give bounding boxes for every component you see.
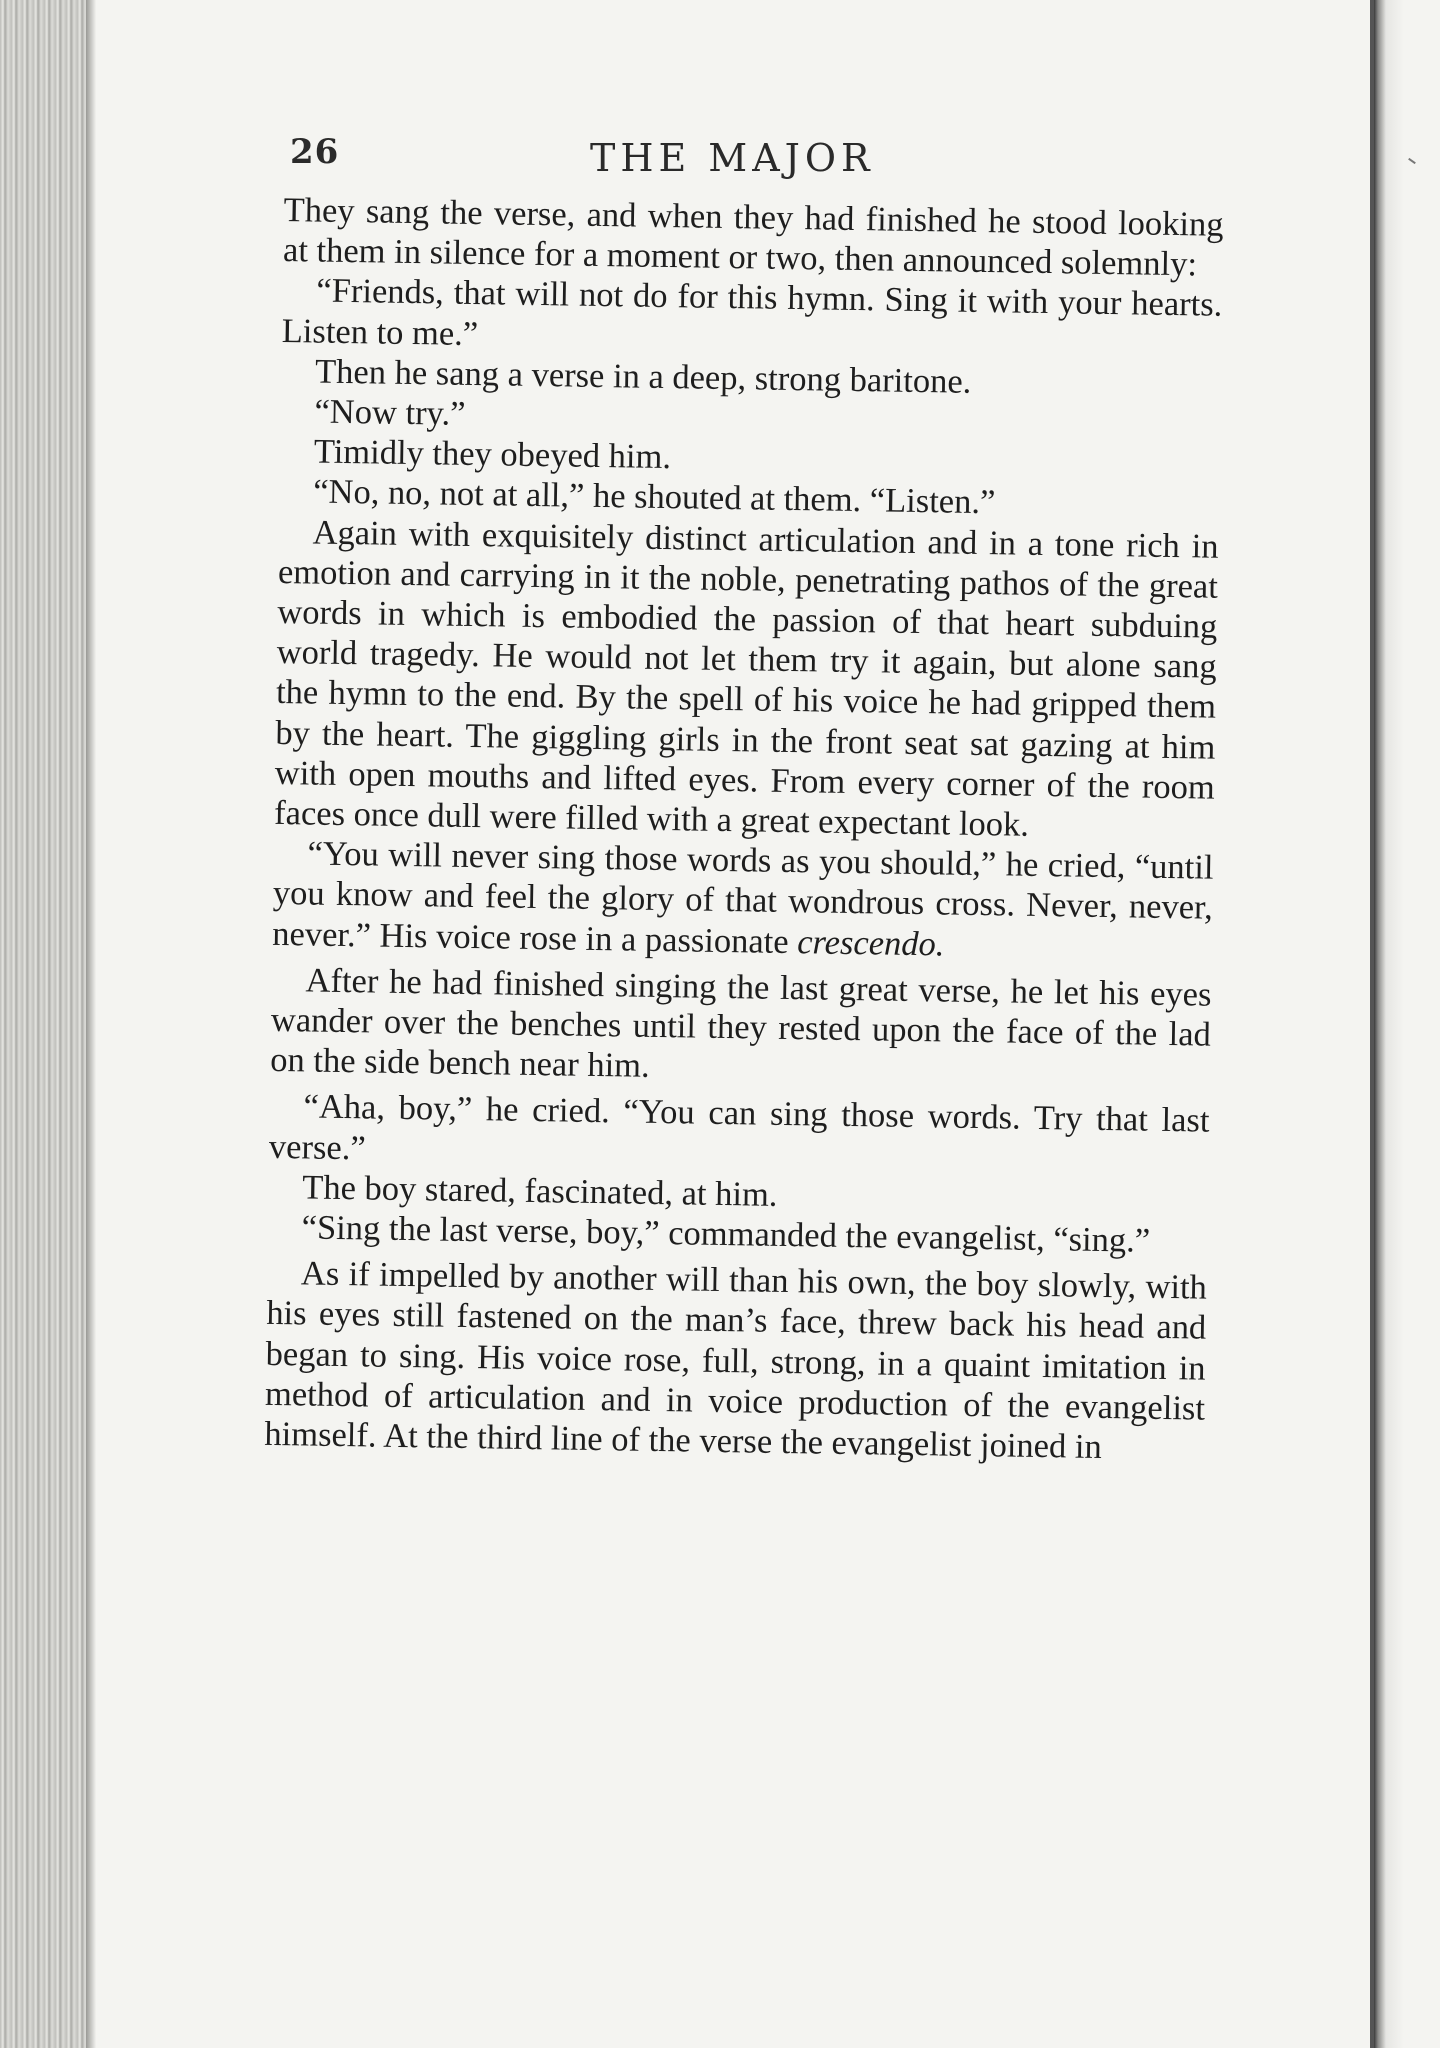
paragraph: “Friends, that will not do for this hymn. Sing it with your hearts. Listen to me.” [281,271,1223,353]
paragraph: The boy stared, fascinated, at him. [302,1168,778,1214]
paragraph: “Sing the last verse, boy,” commanded the evangelist, “sing.” [301,1208,1151,1260]
running-title: THE MAJOR [590,136,875,180]
page-number: 26 [290,132,340,172]
paragraph: Again with exquisitely distinct articulation and in a tone rich in emotion and carrying in it the noble, penetrating pathos of the great words in which is embodied the passion of that heart subduing world tragedy. He would not let them try it again, but alone sang the hymn to the end. By the spell of his voice he had gripped them by the heart. The giggling girls in the front seat sat gazing at him with open mouths and lifted eyes. From every corner of the room faces once dull were filled with a great expectant look. [273,513,1219,844]
paragraph: After he had finished singing the last great verse, he let his eyes wander over the benches until they rested upon the face of the lad on the side bench near him. [270,961,1212,1086]
paragraph: Then he sang a verse in a deep, strong baritone. [314,352,972,401]
paragraph: “No, no, not at all,” he shouted at them. “Listen.” [312,472,996,522]
running-header [190,128,1220,188]
paragraph: As if impelled by another will than his own, the boy slowly, with his eyes still fastened on the man’s face, threw back his head and began to sing. His voice rose, full, strong, in a quaint imitation in method of articulation and in voice production of the evangelist himself. At the third line of the verse the evangelist joined in [264,1254,1208,1467]
paragraph: Timidly they obeyed him. [313,432,672,477]
facing-page-edge [1374,0,1440,2048]
body-text [264,190,1224,1469]
paragraph: “Aha, boy,” he cried. “You can sing those words. Try that last verse.” [268,1087,1210,1168]
italic-word: crescendo. [796,922,945,964]
paragraph: “You will never sing those words as you should,” he cried, “until you know and feel the glory of that wondrous cross. Never, never, never.” His voice rose in a passionate crescendo. [272,834,1214,964]
paragraph: “Now try.” [314,392,466,433]
paragraph: They sang the verse, and when they had finished he stood looking at them in silence for a moment or two, then announced solemnly: [282,190,1224,284]
book-binding-edge [0,0,96,2048]
